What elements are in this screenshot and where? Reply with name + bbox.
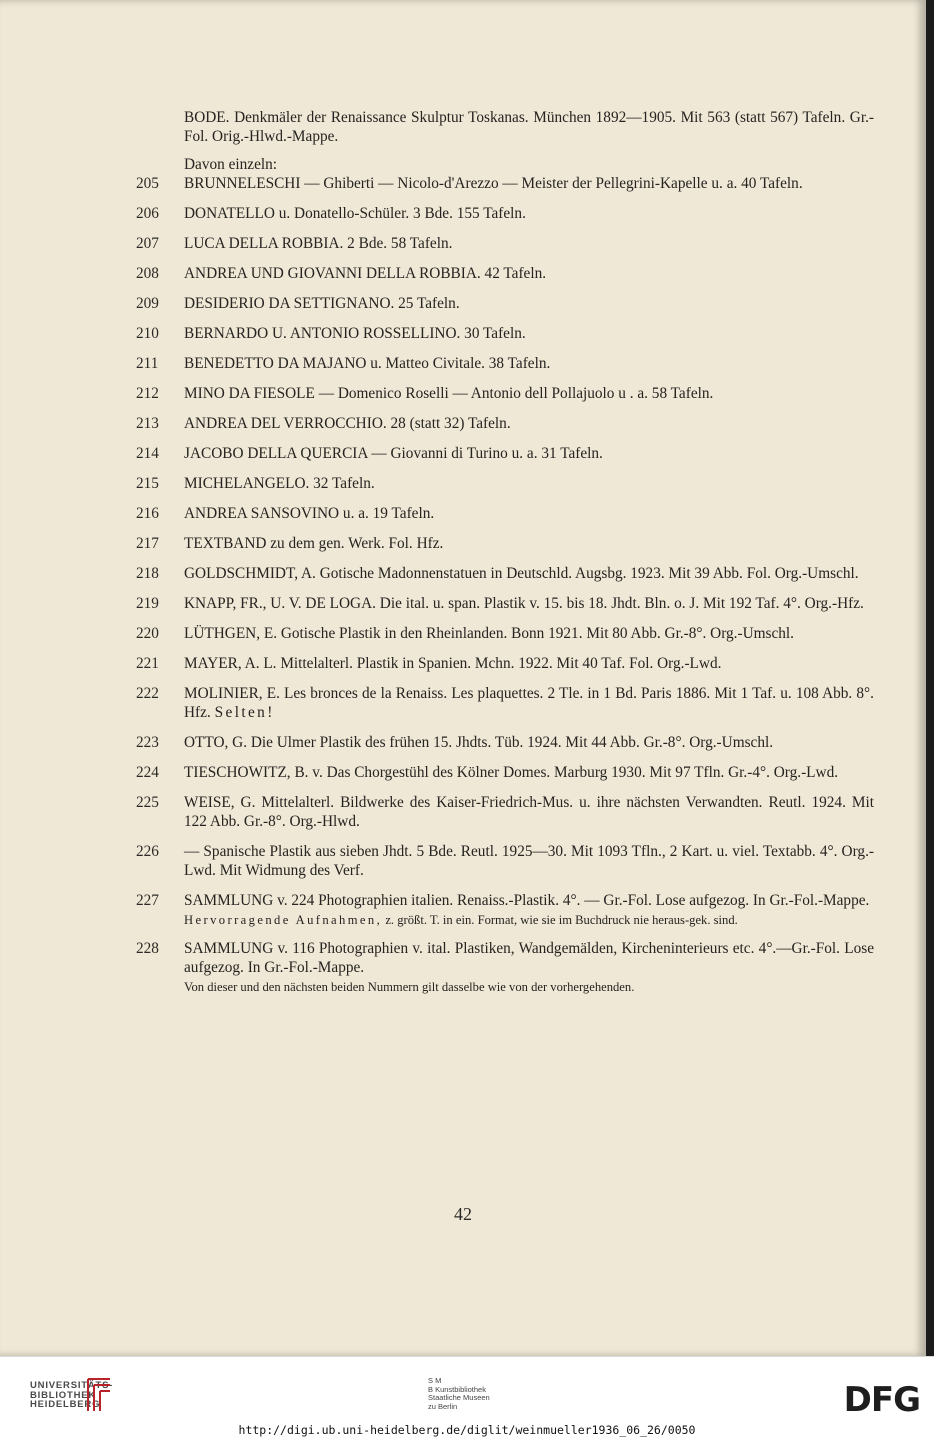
entry-emphasis: Selten! [214, 704, 275, 721]
entry-number: 216 [136, 505, 159, 522]
catalog-entry-206 [136, 204, 874, 223]
catalog-entry-214 [136, 444, 874, 463]
catalog-entry-215 [136, 474, 874, 493]
entry-number: 211 [136, 355, 159, 372]
entry-number: 223 [136, 734, 159, 751]
entry-note-text: z. größt. T. in ein. Format, wie sie im Buchdruck nie heraus-gek. sind. [385, 913, 738, 927]
uni-logo-line: BIBLIOTHEK [30, 1389, 97, 1401]
permalink-url[interactable]: http://digi.ub.uni-heidelberg.de/diglit/weinmueller1936_06_26/0050 [238, 1423, 696, 1437]
entry-text: BERNARDO U. ANTONIO ROSSELLINO. 30 Tafeln. [184, 325, 526, 342]
entry-text: MICHELANGELO. 32 Tafeln. [184, 475, 375, 492]
entry-note: Von dieser und den nächsten beiden Nummern gilt dasselbe wie von der vorhergehenden. [184, 980, 635, 994]
entry-number: 217 [136, 535, 159, 552]
smb-line: S M [428, 1376, 442, 1385]
catalog-entry-217 [136, 534, 874, 553]
catalog-entry-211 [136, 354, 874, 373]
catalog-content [136, 108, 874, 1006]
entry-number: 206 [136, 205, 159, 222]
catalog-entry-228 [136, 939, 874, 995]
smb-line: zu Berlin [428, 1401, 458, 1411]
entry-text: OTTO, G. Die Ulmer Plastik des frühen 15. Jhdts. Tüb. 1924. Mit 44 Abb. Gr.-8°. Org.-Umschl. [184, 734, 774, 751]
catalog-entry-209 [136, 294, 874, 313]
smb-line: Staatliche Museen [428, 1393, 490, 1403]
entry-number: 222 [136, 685, 159, 702]
entry-number: 210 [136, 325, 159, 342]
entry-text: WEISE, G. Mittelalterl. Bildwerke des Kaiser-Friedrich-Mus. u. ihre nächsten Verwandten. Reutl. 1924. Mit 122 Abb. Gr.-8°. Org.-Hlwd. [184, 794, 874, 830]
uni-logo-line: HEIDELBERG [30, 1399, 101, 1410]
catalog-entry-223 [136, 733, 874, 752]
entry-number: 215 [136, 475, 159, 492]
smb-line: B Kunstbibliothek [428, 1384, 486, 1394]
catalog-entry-221 [136, 654, 874, 673]
entry-number: 214 [136, 445, 159, 462]
smb-kunstbibliothek-logo[interactable] [428, 1377, 490, 1411]
entry-text-block [184, 939, 874, 995]
entry-number: 218 [136, 565, 159, 582]
entry-text: BRUNNELESCHI — Ghiberti — Nicolo-d'Arezzo — Meister der Pellegrini-Kapelle u. a. 40 Tafeln. [184, 175, 803, 192]
entry-text: SAMMLUNG v. 116 Photographien v. ital. Plastiken, Wandgemälden, Kircheninterieurs etc. 4°.—Gr.-Fol. Lose aufgezog. In Gr.-Fol.-Mappe. [184, 940, 874, 976]
entry-text: — Spanische Plastik aus sieben Jhdt. 5 Bde. Reutl. 1925—30. Mit 1093 Tfln., 2 Kart. u. viel. Textabb. 4°. Org.-Lwd. Mit Widmung des Verf. [184, 843, 874, 879]
catalog-entry-224 [136, 763, 874, 782]
catalog-entry-220 [136, 624, 874, 643]
entry-number: 212 [136, 385, 159, 402]
entry-text: LÜTHGEN, E. Gotische Plastik in den Rheinlanden. Bonn 1921. Mit 80 Abb. Gr.-8°. Org.-Umschl. [184, 625, 795, 642]
entry-text: SAMMLUNG v. 224 Photographien italien. Renaiss.-Plastik. 4°. — Gr.-Fol. Lose aufgezog. In Gr.-Fol.-Mappe. [184, 892, 870, 909]
entry-text: DESIDERIO DA SETTIGNANO. 25 Tafeln. [184, 295, 460, 312]
catalog-entry-218 [136, 564, 874, 583]
entry-number: 227 [136, 892, 159, 909]
entry-number: 221 [136, 655, 159, 672]
entry-text: KNAPP, FR., U. V. DE LOGA. Die ital. u. span. Plastik v. 15. bis 18. Jhdt. Bln. o. J. Mit 192 Taf. 4°. Org.-Hfz. [184, 595, 864, 612]
catalog-entry-208 [136, 264, 874, 283]
intro-subheading: Davon einzeln: [184, 156, 278, 173]
entry-number: 209 [136, 295, 159, 312]
entry-number: 219 [136, 595, 159, 612]
university-emblem-icon [84, 1377, 114, 1413]
entry-text: BENEDETTO DA MAJANO u. Matteo Civitale. 38 Tafeln. [184, 355, 551, 372]
entry-text: MOLINIER, E. Les bronces de la Renaiss. Les plaquettes. 2 Tle. in 1 Bd. Paris 1886. Mit 1 Taf. u. 108 Abb. 8°. Hfz. [184, 685, 874, 721]
entry-note [184, 912, 874, 928]
entry-text: LUCA DELLA ROBBIA. 2 Bde. 58 Tafeln. [184, 235, 453, 252]
catalog-entry-205 [136, 174, 874, 193]
entry-number: 228 [136, 940, 159, 957]
entry-number: 224 [136, 764, 159, 781]
entry-number: 208 [136, 265, 159, 282]
catalog-entry-227 [136, 891, 874, 928]
entry-number: 220 [136, 625, 159, 642]
catalog-entry-210 [136, 324, 874, 343]
catalog-entry-225 [136, 793, 874, 831]
entry-text: ANDREA SANSOVINO u. a. 19 Tafeln. [184, 505, 435, 522]
entry-text: ANDREA DEL VERROCCHIO. 28 (statt 32) Tafeln. [184, 415, 511, 432]
entry-number: 225 [136, 794, 159, 811]
entry-text: MINO DA FIESOLE — Domenico Roselli — Antonio dell Pollajuolo u . a. 58 Tafeln. [184, 385, 714, 402]
catalog-entry-222 [136, 684, 874, 722]
entry-number: 226 [136, 843, 159, 860]
entry-text: ANDREA UND GIOVANNI DELLA ROBBIA. 42 Tafeln. [184, 265, 547, 282]
viewer-footer [0, 1356, 934, 1438]
entry-text: JACOBO DELLA QUERCIA — Giovanni di Turino u. a. 31 Tafeln. [184, 445, 603, 462]
catalog-entry-212 [136, 384, 874, 403]
entry-number: 213 [136, 415, 159, 432]
intro-entry: BODE. Denkmäler der Renaissance Skulptur Toskanas. München 1892—1905. Mit 563 (statt 567) Tafeln. Gr.-Fol. Orig.-Hlwd.-Mappe. [184, 109, 874, 145]
catalog-entry-226 [136, 842, 874, 880]
entry-text: MAYER, A. L. Mittelalterl. Plastik in Spanien. Mchn. 1922. Mit 40 Taf. Fol. Org.-Lwd. [184, 655, 722, 672]
entry-text: TIESCHOWITZ, B. v. Das Chorgestühl des Kölner Domes. Marburg 1930. Mit 97 Tfln. Gr.-4°. Org.-Lwd. [184, 764, 839, 781]
entry-text: TEXTBAND zu dem gen. Werk. Fol. Hfz. [184, 535, 444, 552]
catalog-entry-207 [136, 234, 874, 253]
entry-text: GOLDSCHMIDT, A. Gotische Madonnenstatuen in Deutschld. Augsbg. 1923. Mit 39 Abb. Fol. Org.-Umschl. [184, 565, 859, 582]
catalog-entry-219 [136, 594, 874, 613]
dfg-logo[interactable]: DFG [843, 1380, 920, 1420]
entry-note-emphasis: Hervorragende Aufnahmen, [184, 913, 383, 927]
page-number: 42 [454, 1204, 472, 1224]
entry-number: 205 [136, 175, 159, 192]
entry-text-block [184, 891, 874, 928]
entry-text-block [184, 684, 874, 722]
catalog-entry-213 [136, 414, 874, 433]
entry-number: 207 [136, 235, 159, 252]
entry-text: DONATELLO u. Donatello-Schüler. 3 Bde. 155 Tafeln. [184, 205, 526, 222]
uni-logo-line: UNIVERSITÄTS- [30, 1380, 114, 1391]
catalog-entry-216 [136, 504, 874, 523]
